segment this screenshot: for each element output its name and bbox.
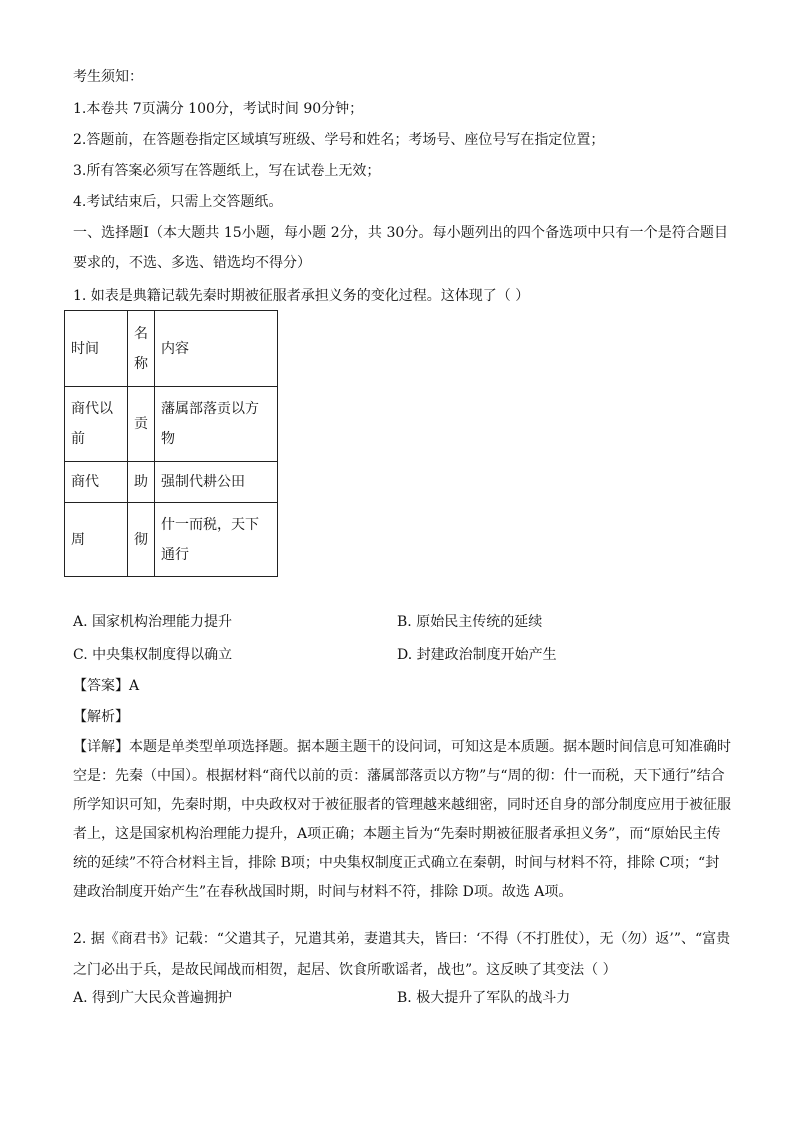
table-cell: 藩属部落贡以方物 bbox=[155, 387, 278, 462]
table-cell: 周 bbox=[65, 503, 128, 577]
q1-option-a: A. 国家机构治理能力提升 bbox=[73, 614, 233, 630]
table-cell: 商代以前 bbox=[65, 387, 128, 462]
q1-answer: 【答案】A bbox=[73, 678, 140, 694]
table-cell: 什一而税，天下通行 bbox=[155, 503, 278, 577]
table-cell: 商代 bbox=[65, 462, 128, 503]
notice-item-1: 1.本卷共 7页满分 100分，考试时间 90分钟； bbox=[73, 101, 364, 117]
table-cell: 彻 bbox=[128, 503, 155, 577]
q1-option-b: B. 原始民主传统的延续 bbox=[397, 614, 543, 630]
table-header-cell: 时间 bbox=[65, 311, 128, 387]
q2-option-a: A. 得到广大民众普遍拥护 bbox=[73, 990, 233, 1006]
q2-option-b: B. 极大提升了军队的战斗力 bbox=[397, 990, 571, 1006]
table-header-row bbox=[65, 311, 278, 387]
table-cell: 贡 bbox=[128, 387, 155, 462]
table-row bbox=[65, 387, 278, 462]
notice-item-4: 4.考试结束后，只需上交答题纸。 bbox=[73, 194, 283, 210]
notice-item-3: 3.所有答案必须写在答题纸上，写在试卷上无效； bbox=[73, 163, 381, 179]
q1-analysis-label: 【解析】 bbox=[73, 709, 129, 725]
table-cell: 助 bbox=[128, 462, 155, 503]
q1-detail: 【详解】本题是单类型单项选择题。据本题主题干的设问词，可知这是本质题。据本题时间信息可知准确时空是：先秦（中国）。根据材料“商代以前的贡：藩属部落贡以方物”与“周的彻：什一而税，天下通行”结合所学知识可知，先秦时期，中央政权对于被征服者的管理越来越细密，同时还自身的部分制度应用于被征服者上，这是国家机构治理能力提升，A项正确；本题主旨为“先秦时期被征服者承担义务”，而“原始民主传统的延续”不符合材料主旨，排除 B项；中央集权制度正式确立在秦朝，时间与材料不符，排除 C项；“封建政治制度开始产生”在春秋战国时期，时间与材料不符，排除 D项。故选 A项。 bbox=[73, 739, 731, 900]
q1-source-table bbox=[64, 310, 278, 577]
q1-option-c: C. 中央集权制度得以确立 bbox=[73, 647, 233, 663]
section-heading: 一、选择题Ⅰ（本大题共 15小题，每小题 2分，共 30分。每小题列出的四个备选项中只有一个是符合题目要求的，不选、多选、错选均不得分） bbox=[73, 225, 728, 271]
table-header-cell: 内容 bbox=[155, 311, 278, 387]
q1-option-d: D. 封建政治制度开始产生 bbox=[397, 647, 557, 663]
table-header-cell: 名称 bbox=[128, 311, 155, 387]
notice-title: 考生须知： bbox=[73, 69, 143, 85]
notice-item-2: 2.答题前，在答题卷指定区域填写班级、学号和姓名；考场号、座位号写在指定位置； bbox=[73, 132, 605, 148]
q1-stem: 1. 如表是典籍记载先秦时期被征服者承担义务的变化过程。这体现了（ ） bbox=[73, 288, 530, 304]
table-cell: 强制代耕公田 bbox=[155, 462, 278, 503]
table-row bbox=[65, 462, 278, 503]
table-row bbox=[65, 503, 278, 577]
q2-stem: 2. 据《商君书》记载：“父遣其子，兄遣其弟，妻遣其夫，皆曰：‘不得（不打胜仗），无（勿）返’”、“富贵之门必出于兵，是故民闻战而相贺，起居、饮食所歌谣者，战也”。这反映了其变法（ ） bbox=[73, 931, 731, 978]
